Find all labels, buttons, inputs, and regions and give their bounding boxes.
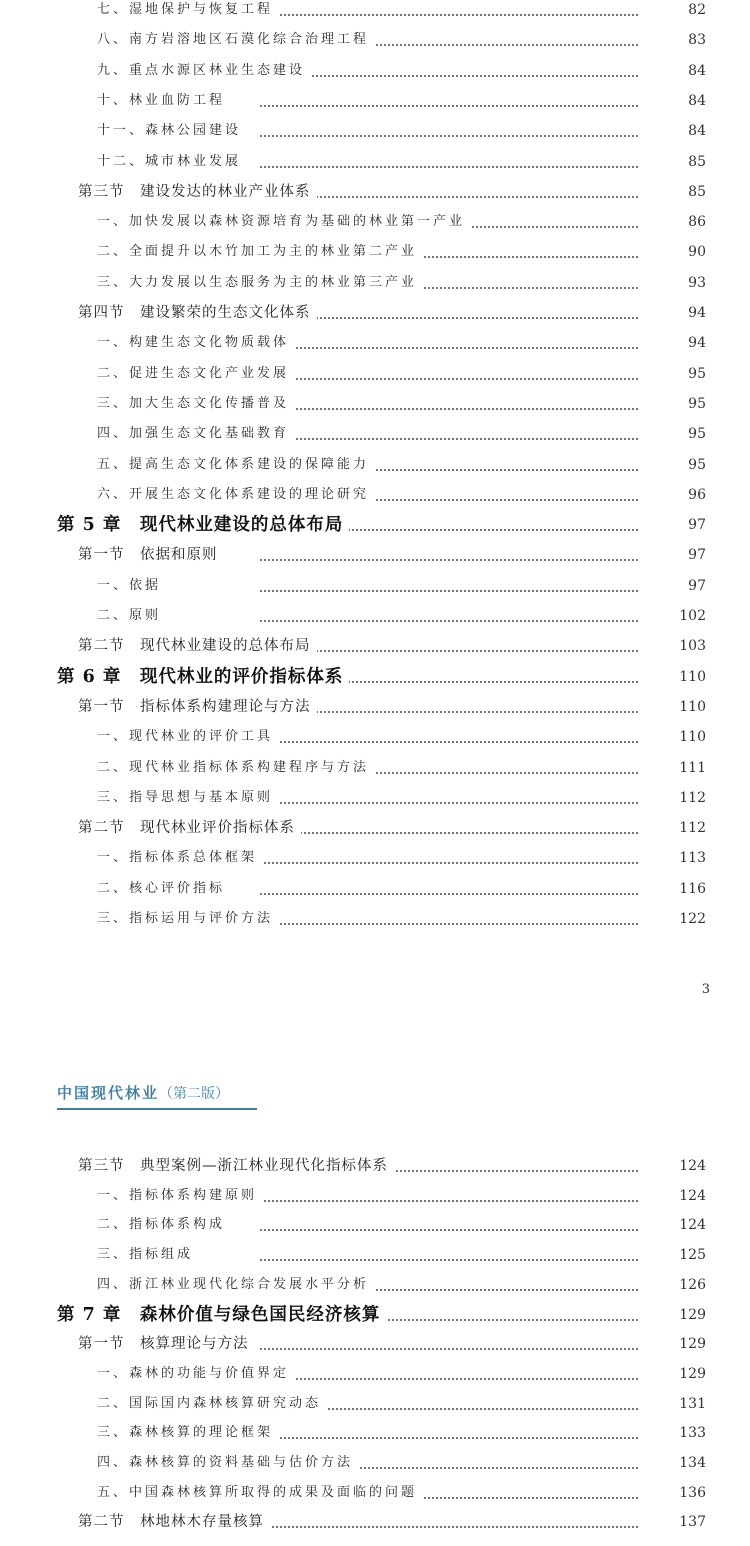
toc-entry-title: 第二节 现代林业建设的总体布局	[78, 631, 317, 661]
toc-entry-title: 第二节 现代林业评价指标体系	[78, 813, 301, 843]
toc-entry-title: 第二节 林地林木存量核算	[78, 1507, 270, 1537]
toc-entry-page: 97	[640, 540, 706, 570]
toc-entry-page: 129	[640, 1300, 706, 1330]
dot-leader	[340, 529, 690, 531]
toc-entry-title: 五、提高生态文化体系建设的保障能力	[97, 450, 375, 480]
toc-entry-title: 三、森林核算的理论框架	[97, 1418, 279, 1448]
dot-leader	[260, 590, 690, 592]
dot-leader	[340, 681, 690, 683]
toc-entry-page: 94	[640, 328, 706, 358]
dot-leader	[260, 862, 690, 864]
toc-entry-page: 112	[640, 783, 706, 813]
toc-entry-title: 第 5 章 现代林业建设的总体布局	[57, 510, 349, 540]
toc-entry-title: 一、现代林业的评价工具	[97, 722, 279, 752]
dot-leader	[260, 923, 690, 925]
dot-leader	[260, 741, 690, 743]
toc-entry-page: 124	[640, 1181, 706, 1211]
toc-item-entry[interactable]	[0, 359, 750, 389]
toc-entry-page: 95	[640, 419, 706, 449]
toc-item-entry[interactable]	[0, 237, 750, 267]
dot-leader	[260, 1229, 690, 1231]
toc-item-entry[interactable]	[0, 116, 750, 146]
toc-entry-title: 第三节 建设发达的林业产业体系	[78, 177, 317, 207]
toc-entry-page: 110	[640, 692, 706, 722]
toc-entry-title: 七、湿地保护与恢复工程	[97, 0, 279, 25]
toc-entry-title: 二、全面提升以木竹加工为主的林业第二产业	[97, 237, 423, 267]
toc-entry-title: 十、林业血防工程	[97, 86, 231, 116]
toc-entry-page: 112	[640, 813, 706, 843]
toc-section-entry[interactable]	[0, 540, 750, 570]
toc-item-entry[interactable]	[0, 450, 750, 480]
toc-item-entry[interactable]	[0, 843, 750, 873]
page-number: 3	[701, 982, 710, 997]
dot-leader	[260, 1526, 690, 1528]
toc-entry-title: 四、森林核算的资料基础与估价方法	[97, 1448, 359, 1478]
toc-entry-title: 二、促进生态文化产业发展	[97, 359, 295, 389]
toc-entry-page: 85	[640, 147, 706, 177]
toc-item-entry[interactable]	[0, 753, 750, 783]
toc-entry-page: 113	[640, 843, 706, 873]
toc-entry-page: 103	[640, 631, 706, 661]
toc-section-entry[interactable]	[0, 692, 750, 722]
toc-item-entry[interactable]	[0, 480, 750, 510]
toc-entry-title: 八、南方岩溶地区石漠化综合治理工程	[97, 25, 375, 55]
toc-entry-page: 84	[640, 56, 706, 86]
toc-entry-title: 六、开展生态文化体系建设的理论研究	[97, 480, 375, 510]
toc-entry-page: 97	[640, 510, 706, 540]
toc-entry-page: 82	[640, 0, 706, 25]
toc-item-entry[interactable]	[0, 419, 750, 449]
dot-leader	[260, 893, 690, 895]
dot-leader	[260, 802, 690, 804]
dot-leader	[260, 347, 690, 349]
toc-entry-page: 95	[640, 450, 706, 480]
toc-entry-page: 94	[640, 298, 706, 328]
toc-item-entry[interactable]	[0, 904, 750, 934]
toc-entry-title: 四、加强生态文化基础教育	[97, 419, 295, 449]
toc-entry-page: 125	[640, 1240, 706, 1270]
dot-leader	[260, 105, 690, 107]
toc-item-entry[interactable]	[0, 1210, 750, 1240]
toc-entry-title: 第三节 典型案例—浙江林业现代化指标体系	[78, 1151, 394, 1181]
toc-section-entry[interactable]	[0, 298, 750, 328]
toc-entry-page: 110	[640, 722, 706, 752]
toc-chapter-entry[interactable]	[0, 510, 750, 540]
toc-entry-page: 95	[640, 359, 706, 389]
toc-item-entry[interactable]	[0, 86, 750, 116]
dot-leader	[260, 1259, 690, 1261]
edition-label: （第二版）	[159, 1086, 230, 1102]
dot-leader	[260, 438, 690, 440]
toc-item-entry[interactable]	[0, 25, 750, 55]
toc-item-entry[interactable]	[0, 1448, 750, 1478]
toc-entry-title: 十二、城市林业发展	[97, 147, 247, 177]
dot-leader	[260, 75, 690, 77]
toc-entry-page: 124	[640, 1210, 706, 1240]
toc-item-entry[interactable]	[0, 874, 750, 904]
toc-item-entry[interactable]	[0, 1270, 750, 1300]
dot-leader	[260, 14, 690, 16]
dot-leader	[260, 1378, 690, 1380]
toc-item-entry[interactable]	[0, 1418, 750, 1448]
dot-leader	[260, 166, 690, 168]
toc-entry-page: 137	[640, 1507, 706, 1537]
toc-entry-title: 三、指导思想与基本原则	[97, 783, 279, 813]
toc-item-entry[interactable]	[0, 0, 750, 25]
dot-leader	[340, 1319, 690, 1321]
toc-entry-page: 124	[640, 1151, 706, 1181]
toc-entry-title: 第一节 指标体系构建理论与方法	[78, 692, 317, 722]
dot-leader	[260, 1348, 690, 1350]
toc-entry-title: 二、核心评价指标	[97, 874, 231, 904]
toc-section-entry[interactable]	[0, 813, 750, 843]
dot-leader	[260, 196, 690, 198]
toc-item-entry[interactable]	[0, 722, 750, 752]
toc-entry-page: 90	[640, 237, 706, 267]
toc-section-entry[interactable]	[0, 177, 750, 207]
toc-item-entry[interactable]	[0, 1181, 750, 1211]
toc-item-entry[interactable]	[0, 1240, 750, 1270]
toc-entry-title: 第 6 章 现代林业的评价指标体系	[57, 662, 349, 692]
running-header	[57, 1080, 229, 1106]
toc-entry-title: 二、现代林业指标体系构建程序与方法	[97, 753, 375, 783]
toc-entry-title: 二、原则	[97, 601, 167, 631]
toc-section-entry[interactable]	[0, 631, 750, 661]
toc-entry-title: 三、大力发展以生态服务为主的林业第三产业	[97, 268, 423, 298]
toc-item-entry[interactable]	[0, 207, 750, 237]
toc-entry-page: 93	[640, 268, 706, 298]
toc-chapter-entry[interactable]	[0, 662, 750, 692]
toc-entry-title: 四、浙江林业现代化综合发展水平分析	[97, 1270, 375, 1300]
toc-entry-page: 133	[640, 1418, 706, 1448]
toc-entry-page: 136	[640, 1478, 706, 1508]
toc-entry-title: 一、依据	[97, 571, 167, 601]
toc-entry-title: 一、构建生态文化物质载体	[97, 328, 295, 358]
toc-item-entry[interactable]	[0, 56, 750, 86]
toc-entry-title: 十一、森林公园建设	[97, 116, 247, 146]
toc-entry-page: 129	[640, 1359, 706, 1389]
toc-entry-page: 97	[640, 571, 706, 601]
toc-entry-title: 五、中国森林核算所取得的成果及面临的问题	[97, 1478, 423, 1508]
toc-entry-page: 111	[640, 753, 706, 783]
toc-entry-title: 第一节 核算理论与方法	[78, 1329, 255, 1359]
toc-entry-page: 129	[640, 1329, 706, 1359]
toc-entry-page: 86	[640, 207, 706, 237]
dot-leader	[260, 1200, 690, 1202]
toc-item-entry[interactable]	[0, 328, 750, 358]
toc-entry-title: 第 7 章 森林价值与绿色国民经济核算	[57, 1300, 386, 1330]
toc-section-entry[interactable]	[0, 1507, 750, 1537]
toc-entry-title: 九、重点水源区林业生态建设	[97, 56, 311, 86]
toc-item-entry[interactable]	[0, 601, 750, 631]
toc-entry-title: 二、国际国内森林核算研究动态	[97, 1389, 327, 1419]
dot-leader	[260, 559, 690, 561]
toc-entry-page: 84	[640, 116, 706, 146]
toc-entry-title: 三、指标运用与评价方法	[97, 904, 279, 934]
dot-leader	[260, 408, 690, 410]
dot-leader	[260, 135, 690, 137]
toc-entry-title: 二、指标体系构成	[97, 1210, 231, 1240]
toc-section-entry[interactable]	[0, 1329, 750, 1359]
dot-leader	[260, 317, 690, 319]
dot-leader	[260, 711, 690, 713]
toc-chapter-entry[interactable]	[0, 1300, 750, 1330]
toc-entry-page: 122	[640, 904, 706, 934]
toc-item-entry[interactable]	[0, 389, 750, 419]
toc-entry-title: 第一节 依据和原则	[78, 540, 224, 570]
toc-entry-page: 110	[640, 662, 706, 692]
toc-entry-title: 一、指标体系总体框架	[97, 843, 263, 873]
toc-entry-page: 84	[640, 86, 706, 116]
dot-leader	[260, 832, 690, 834]
book-title: 中国现代林业	[57, 1084, 160, 1102]
toc-entry-title: 一、加快发展以森林资源培育为基础的林业第一产业	[97, 207, 471, 237]
toc-entry-page: 126	[640, 1270, 706, 1300]
toc-entry-page: 85	[640, 177, 706, 207]
toc-entry-title: 三、加大生态文化传播普及	[97, 389, 295, 419]
toc-entry-page: 131	[640, 1389, 706, 1419]
dot-leader	[260, 650, 690, 652]
toc-entry-title: 一、指标体系构建原则	[97, 1181, 263, 1211]
toc-section-entry[interactable]	[0, 1151, 750, 1181]
toc-entry-title: 三、指标组成	[97, 1240, 199, 1270]
toc-entry-page: 83	[640, 25, 706, 55]
toc-item-entry[interactable]	[0, 1359, 750, 1389]
dot-leader	[260, 1437, 690, 1439]
dot-leader	[260, 620, 690, 622]
toc-entry-page: 116	[640, 874, 706, 904]
toc-item-entry[interactable]	[0, 147, 750, 177]
toc-item-entry[interactable]	[0, 1478, 750, 1508]
toc-item-entry[interactable]	[0, 783, 750, 813]
toc-entry-page: 95	[640, 389, 706, 419]
toc-entry-title: 一、森林的功能与价值界定	[97, 1359, 295, 1389]
toc-entry-title: 第四节 建设繁荣的生态文化体系	[78, 298, 317, 328]
toc-item-entry[interactable]	[0, 268, 750, 298]
toc-entry-page: 96	[640, 480, 706, 510]
dot-leader	[260, 378, 690, 380]
toc-item-entry[interactable]	[0, 571, 750, 601]
toc-entry-page: 134	[640, 1448, 706, 1478]
header-underline	[57, 1108, 257, 1110]
toc-item-entry[interactable]	[0, 1389, 750, 1419]
toc-entry-page: 102	[640, 601, 706, 631]
